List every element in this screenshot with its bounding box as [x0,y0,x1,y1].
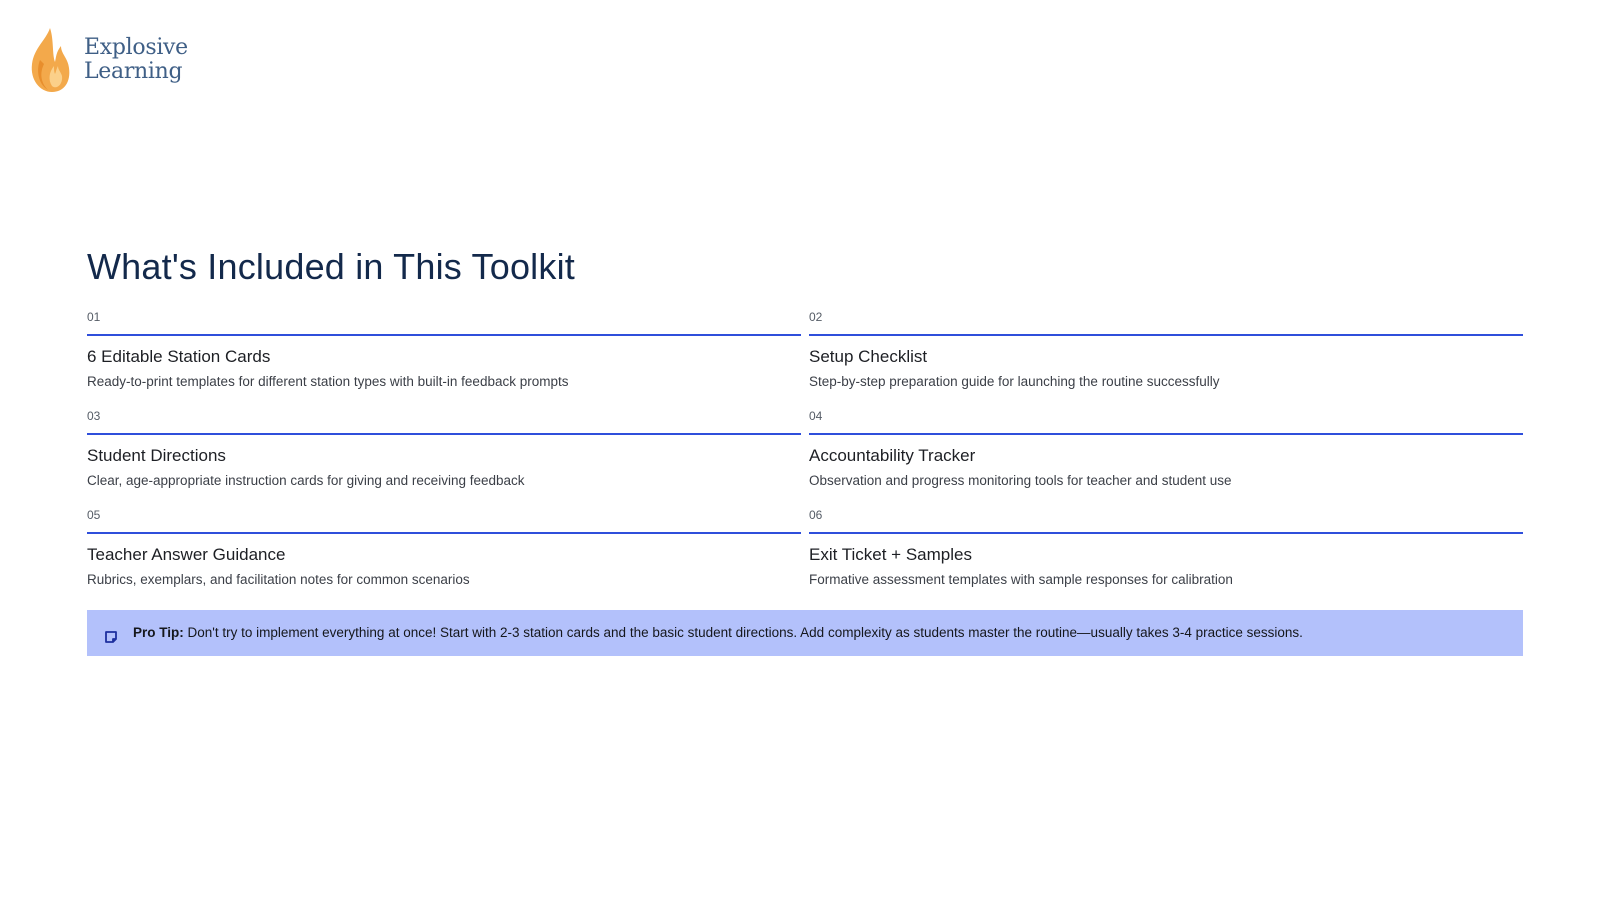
item-divider [87,532,801,534]
brand-line-1: Explosive [84,35,188,60]
item-number: 02 [809,310,823,324]
flame-icon [28,26,72,94]
page-title: What's Included in This Toolkit [87,246,575,287]
item-description: Observation and progress monitoring tools for teacher and student use [809,473,1232,488]
item-title: Setup Checklist [809,347,928,366]
item-description: Clear, age-appropriate instruction cards for giving and receiving feedback [87,473,525,488]
item-number: 03 [87,409,101,423]
note-icon [103,629,119,645]
item-description: Formative assessment templates with sample responses for calibration [809,572,1233,587]
item-number: 01 [87,310,101,324]
pro-tip-body: Don't try to implement everything at once! Start with 2-3 station cards and the basic student directions. Add complexity as students master the routine—usually takes 3-4 practice sessions. [187,625,1303,640]
toolkit-item-02 [809,310,1523,409]
item-divider [87,334,801,336]
brand-line-2: Learning [84,59,183,84]
brand-logo [28,26,188,94]
item-divider [809,433,1523,435]
toolkit-item-03 [87,409,801,508]
pro-tip-label: Pro Tip: [133,625,184,640]
item-title: Exit Ticket + Samples [809,545,972,564]
item-number: 06 [809,508,823,522]
item-title: 6 Editable Station Cards [87,347,271,366]
item-divider [809,334,1523,336]
item-number: 05 [87,508,101,522]
toolkit-item-04 [809,409,1523,508]
pro-tip-callout [87,610,1523,656]
item-number: 04 [809,409,823,423]
item-title: Student Directions [87,446,226,465]
toolkit-item-06 [809,508,1523,607]
toolkit-item-05 [87,508,801,607]
item-description: Step-by-step preparation guide for launching the routine successfully [809,374,1220,389]
toolkit-items-grid [87,310,1523,607]
pro-tip-text [133,625,1303,641]
item-description: Rubrics, exemplars, and facilitation notes for common scenarios [87,572,470,587]
item-title: Teacher Answer Guidance [87,545,286,564]
brand-wordmark [84,36,188,84]
toolkit-item-01 [87,310,801,409]
item-divider [809,532,1523,534]
item-title: Accountability Tracker [809,446,976,465]
item-description: Ready-to-print templates for different station types with built-in feedback prompts [87,374,569,389]
item-divider [87,433,801,435]
